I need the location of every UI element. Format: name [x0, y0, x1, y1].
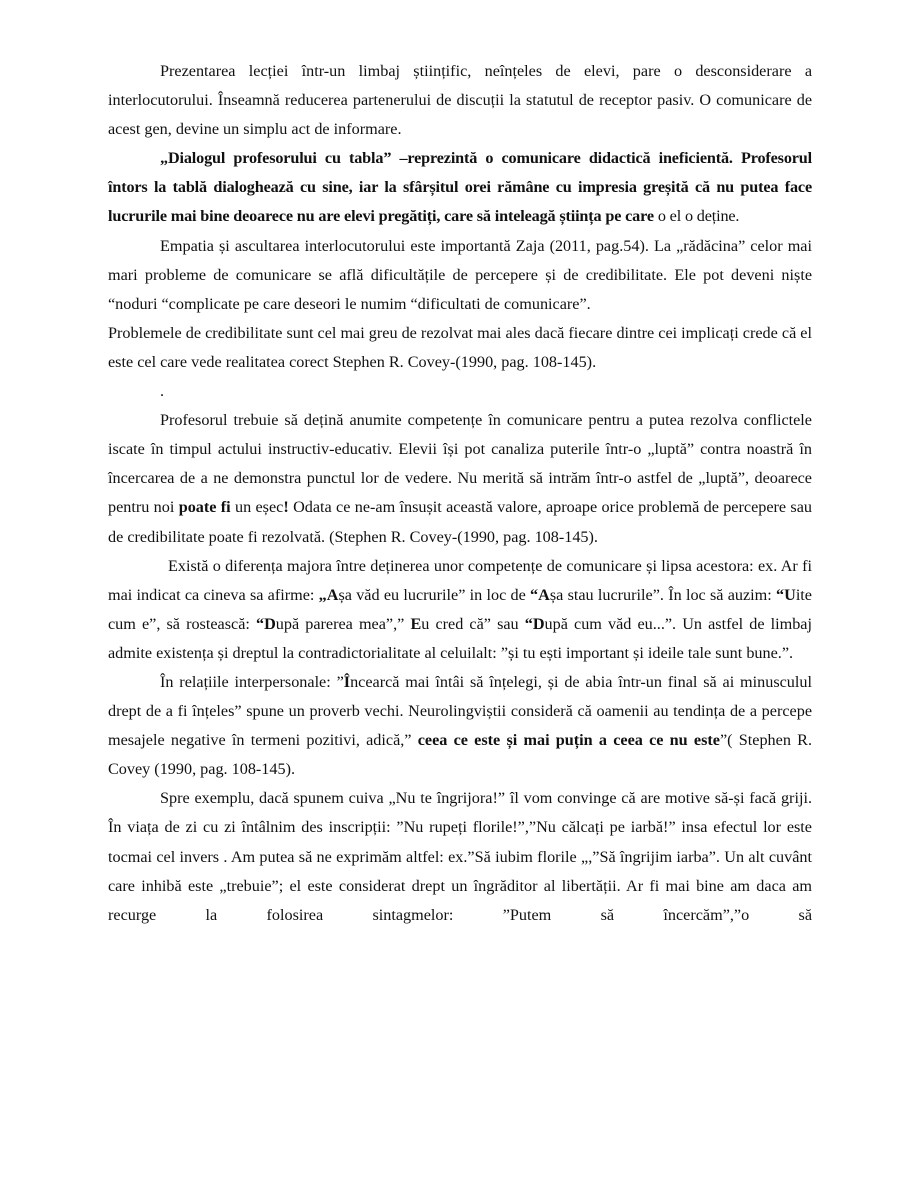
paragraph-5-bold1: poate fi: [178, 498, 231, 517]
paragraph-7-s2: ncearcă mai întâi să înțelegi, și de abia într-un final să ai minusculul drept de a fi înțeles” spune un proverb vechi. Neurolingviștii consideră că oamenii au tendința de a percepe mesajele negative în termeni pozitivi, adică,”: [108, 672, 812, 750]
paragraph-3: Empatia și ascultarea interlocutorului este importantă Zaja (2011, pag.54). La „rădăcina” celor mai mari probleme de comunicare se află dificultățile de percepere și de credibilitate. Ele pot deveni niște “noduri “complicate pe care deseori le numim “dificultati de comunicare”.: [108, 236, 812, 313]
paragraph-7-s1: În relațiile interpersonale: ”: [160, 672, 344, 691]
paragraph-6-s6: u cred că” sau: [421, 614, 525, 633]
paragraph-6-b4: “D: [255, 614, 276, 633]
paragraph-6-b2: “A: [530, 585, 550, 604]
paragraph-5-part1: Profesorul trebuie să dețină anumite competențe în comunicare pentru a putea rezolva conflictele iscate în timpul actului instructiv-educativ. Elevii își pot canaliza puterile într-o „luptă” contra noastră în încercarea de a ne demonstra punctul lor de vedere. Nu merită să intrăm într-o astfel de „luptă”, deoarece pentru noi: [108, 411, 812, 517]
paragraph-7-s3: ”( Stephen R. Covey (1990, pag. 108-145).: [108, 731, 813, 779]
paragraph-7-b1: Î: [343, 672, 351, 691]
paragraph-6-s3: șa stau lucrurile”. În loc să auzim:: [549, 585, 777, 604]
paragraph-6-s2: șa văd eu lucrurile” in loc de: [338, 585, 531, 604]
paragraph-6-b6: “D: [524, 614, 545, 633]
paragraph-2-bold: „Dialogul profesorului cu tabla” –reprezintă o comunicare didactică ineficientă. Profesorul întors la tablă dialoghează cu sine, iar la sfârșitul orei rămâne cu impresia greșită că nu putea face lucrurile mai bine deoarece nu are elevi pregătiți, care să inteleagă știința pe care: [108, 149, 812, 226]
paragraph-6-b3: “U: [776, 585, 796, 604]
paragraph-2: [108, 144, 812, 231]
paragraph-7-b2: ceea ce este și mai puțin a ceea ce nu este: [417, 731, 720, 750]
document-page: [108, 57, 812, 930]
paragraph-6-s4: ite cum e”, să rostească:: [108, 585, 812, 633]
paragraph-7: [108, 668, 812, 784]
paragraph-6-s1: Există o diferența majora între deținerea unor competențe de comunicare și lipsa acestora: ex. Ar fi mai indicat ca cineva sa afirme:: [108, 556, 812, 604]
paragraph-5-part2: un eșec: [230, 498, 284, 517]
paragraph-5-part3: Odata ce ne-am însușit această valore, aproape orice problemă de percepere sau de credibilitate poate fi rezolvată. (Stephen R. Covey-(1990, pag. 108-145).: [108, 498, 813, 546]
paragraph-5: [108, 406, 812, 551]
paragraph-2-tail: o el o deține.: [653, 207, 740, 226]
paragraph-6-s7: upă cum văd eu...”. Un astfel de limbaj admite existența și dreptul la contradictorialitate al celuilalt: ”și tu ești important și ideile tale sunt bune.”.: [108, 614, 812, 662]
paragraph-5-bold2: !: [283, 498, 289, 517]
paragraph-8: Spre exemplu, dacă spunem cuiva „Nu te îngrijora!” îl vom convinge că are motive să-și facă griji. În viața de zi cu zi întâlnim des inscripții: ”Nu rupeți florile!”,”Nu călcați pe iarbă!” insa efectul lor este tocmai cel invers . Am putea să ne exprimăm altfel: ex.”Să iubim florile „,”Să îngrijim iarba”. Un alt cuvânt care inhibă este „trebuie”; el este considerat drept un îngrăditor al libertății. Ar fi mai bine am daca am recurge la folosirea sintagmelor: ”Putem să încercăm”,”o să: [108, 789, 812, 924]
paragraph-6-b5: E: [410, 614, 422, 633]
paragraph-6: [108, 552, 812, 668]
paragraph-1: Prezentarea lecției într-un limbaj științific, neînțeles de elevi, pare o desconsiderare a interlocutorului. Înseamnă reducerea partenerului de discuții la statutul de receptor pasiv. O comunicare de acest gen, devine un simplu act de informare.: [108, 62, 812, 139]
paragraph-4: Problemele de credibilitate sunt cel mai greu de rezolvat mai ales dacă fiecare dintre cei implicați crede că el este cel care vede realitatea corect Stephen R. Covey-(1990, pag. 108-145).: [108, 323, 812, 371]
paragraph-6-b1: „A: [318, 585, 339, 604]
stray-dot: .: [160, 382, 165, 401]
paragraph-6-s5: upă parerea mea”,”: [275, 614, 411, 633]
